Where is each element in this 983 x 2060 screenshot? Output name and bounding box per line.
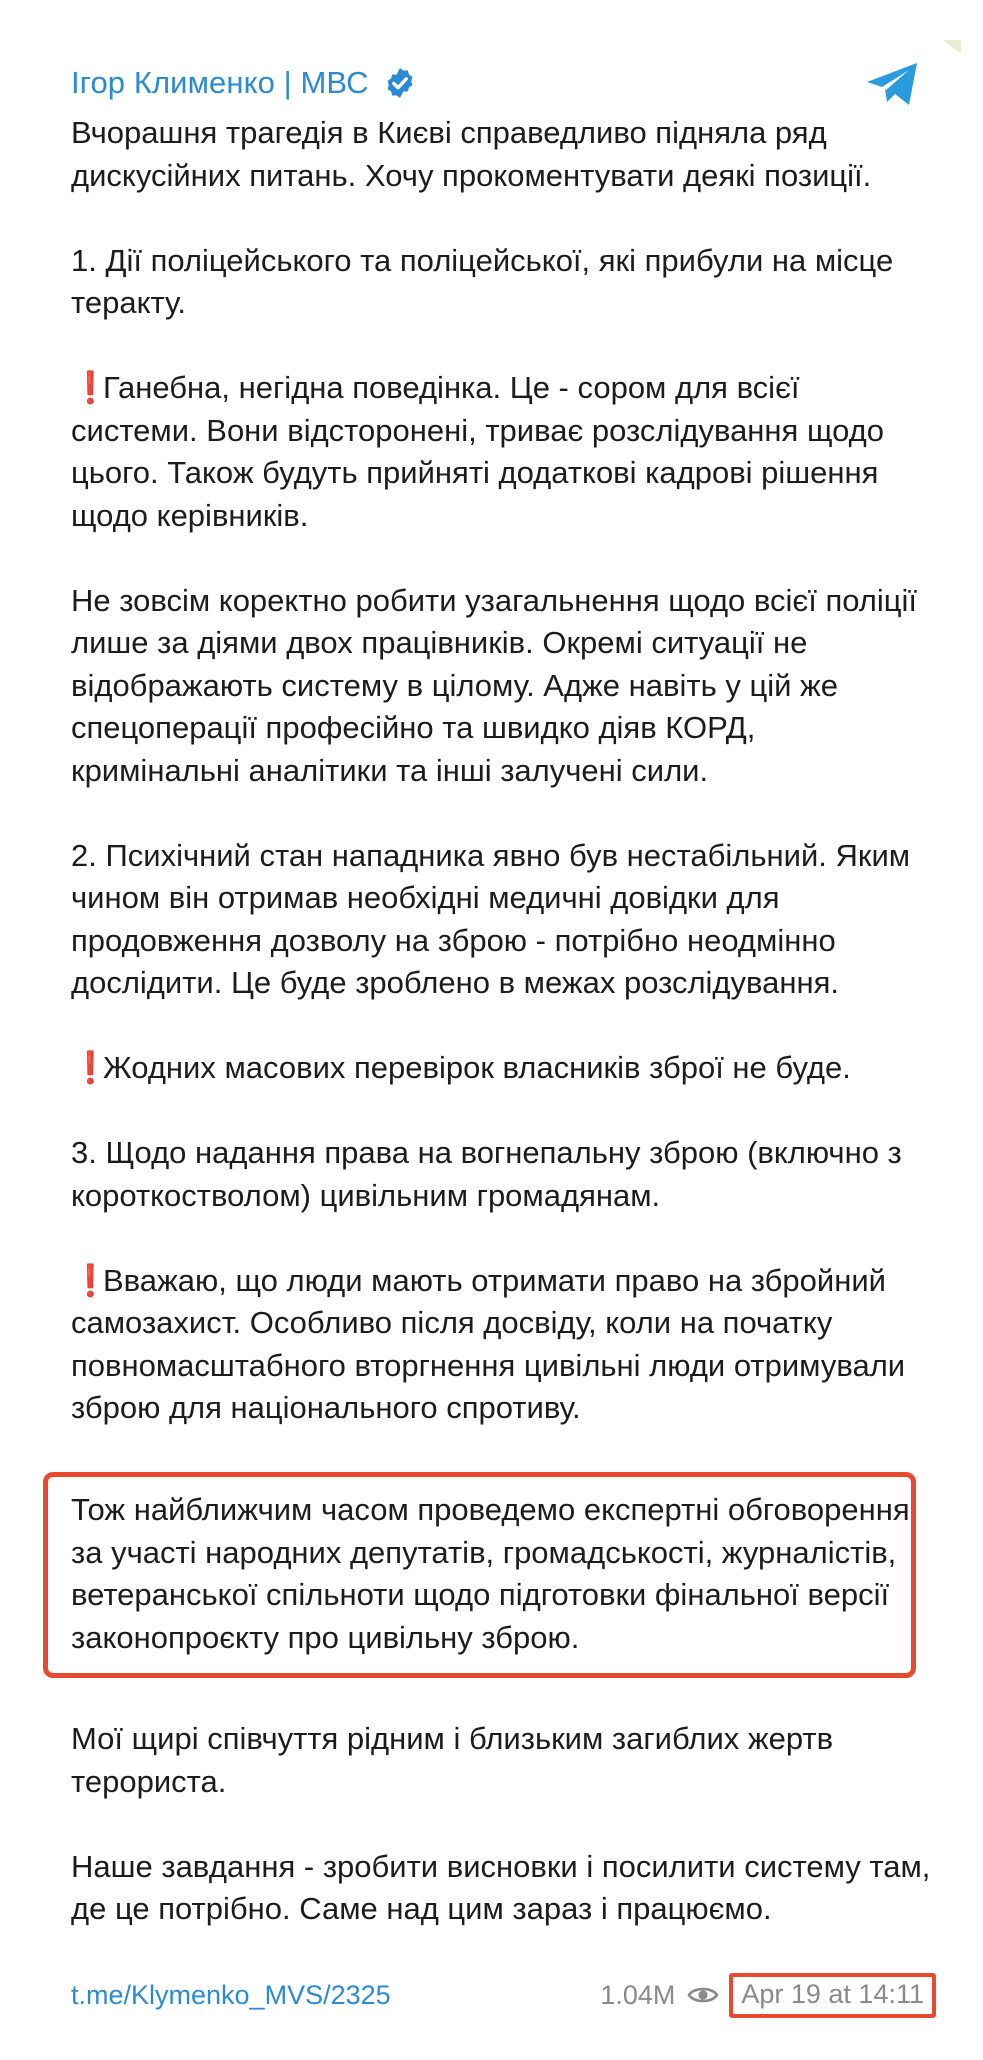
paragraph-text: Ганебна, негідна поведінка. Це - сором для всієї системи. Вони відсторонені, триває розслідування щодо цього. Також будуть прийняті додаткові кадрові рішення щодо керівників. (71, 370, 884, 533)
post-footer (71, 1972, 931, 2018)
paragraph-text: Наше завдання - зробити висновки і посилити систему там, де це потрібно. Саме над цим зараз і працюємо. (71, 1848, 931, 1926)
verified-badge-icon (383, 66, 417, 100)
post-date[interactable]: Apr 19 at 14:11 (729, 1973, 936, 2018)
telegram-logo-icon[interactable] (865, 60, 921, 108)
post-paragraph (71, 1047, 931, 1090)
post-paragraphs (71, 112, 931, 1430)
highlighted-paragraph (43, 1472, 916, 1678)
exclamation-icon: ❗ (71, 370, 110, 405)
post-paragraph (71, 1846, 931, 1931)
post-paragraph (71, 1260, 931, 1430)
paragraph-text: 3. Щодо надання права на вогнепальну зброю (включно з короткостволом) цивільним громадянам. (71, 1135, 902, 1213)
views-value: 1.04M (600, 1979, 676, 2010)
exclamation-icon: ❗ (71, 1262, 110, 1298)
highlighted-text: Тож найближчим часом проведемо експертні обговорення за участі народних депутатів, громадськості, журналістів, ветеранської спільноти щодо підготовки фінальної версії законопроєкту про цивільну зброю. (71, 1492, 910, 1655)
post-paragraph (71, 1718, 931, 1803)
post-header (71, 58, 417, 108)
paragraph-text: Жодних масових перевірок власників зброї не буде. (103, 1050, 851, 1085)
channel-author-name[interactable]: Ігор Клименко | МВС (71, 65, 369, 100)
post-paragraph (71, 835, 931, 1005)
post-paragraph (71, 367, 931, 537)
paragraph-text: Вчорашня трагедія в Києві справедливо підняла ряд дискусійних питань. Хочу прокоментувати деякі позиції. (71, 115, 872, 193)
paragraph-text: 2. Психічний стан нападника явно був нестабільний. Яким чином він отримав необхідні медичні довідки для продовження дозволу на зброю - потрібно неодмінно дослідити. Це буде зроблено в межах розслідування. (71, 837, 911, 1000)
post-closing (71, 1718, 931, 1931)
post-paragraph (71, 1132, 931, 1217)
paragraph-text: 1. Дії поліцейського та поліцейської, які прибули на місце теракту. (71, 242, 894, 320)
corner-fold (943, 40, 961, 54)
post-paragraph (71, 112, 931, 197)
view-count (600, 1980, 729, 2011)
post-body (71, 112, 931, 1973)
post-paragraph (71, 240, 931, 325)
exclamation-icon: ❗ (71, 1050, 110, 1085)
paragraph-text: Мої щирі співчуття рідним і близьким загиблих жертв терориста. (71, 1721, 834, 1799)
post-paragraph (71, 580, 931, 793)
eye-icon (687, 1984, 719, 2006)
paragraph-text: Вважаю, що люди мають отримати право на збройний самозахист. Особливо після досвіду, коли на початку повномасштабного вторгнення цивільні люди отримували зброю для національного спротиву. (71, 1262, 906, 1425)
post-link[interactable]: t.me/Klymenko_MVS/2325 (71, 1979, 391, 2010)
paragraph-text: Не зовсім коректно робити узагальнення щодо всієї поліції лише за діями двох працівників. Окремі ситуації не відображають систему в цілому. Адже навіть у цій же спецоперації професійно та швидко діяв КОРД, кримінальні аналітики та інші залучені сили. (71, 582, 918, 788)
